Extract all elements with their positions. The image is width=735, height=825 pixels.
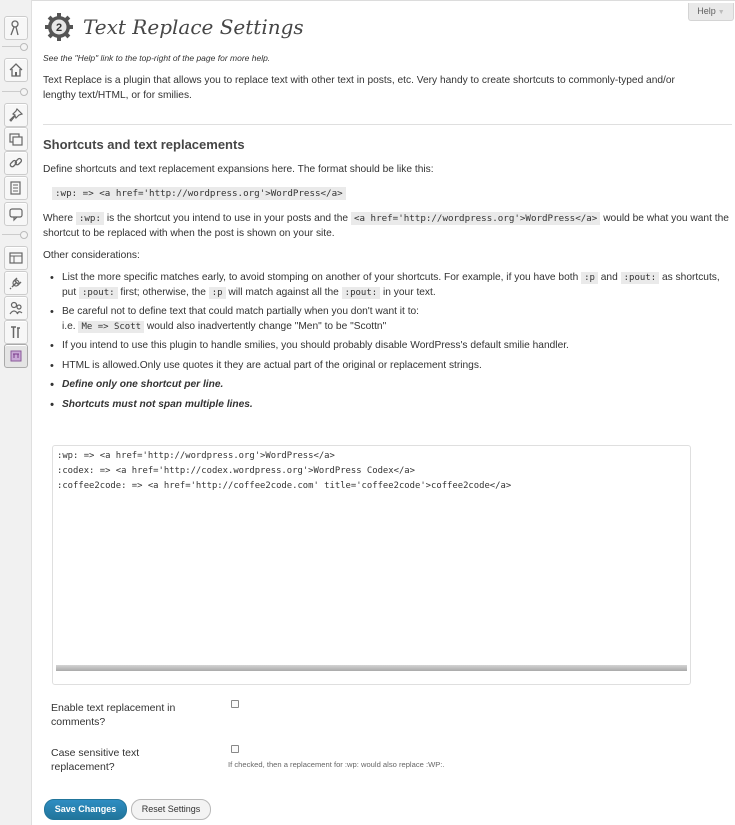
where-suffix: would be what you want the shortcut to be replaced with when the post is shown on your site. xyxy=(43,213,729,239)
sidebar-separator xyxy=(2,87,28,96)
user-icon[interactable] xyxy=(4,16,28,40)
c2-text: would also inadvertently change "Men" to be "Scottn" xyxy=(146,320,387,332)
textarea-resize-bar[interactable] xyxy=(56,665,687,671)
replacements-textarea-container xyxy=(52,445,691,685)
c1-code: :p xyxy=(209,287,226,299)
divider xyxy=(43,124,732,125)
c1-text: first; otherwise, the xyxy=(120,286,206,298)
logo-digit: 2 xyxy=(55,22,63,34)
list-item xyxy=(49,305,733,334)
define-text: Define shortcuts and text replacement expansions here. The format should be like this: xyxy=(43,164,434,175)
where-prefix: Where xyxy=(43,213,74,224)
tools-icon[interactable] xyxy=(4,320,28,344)
chevron-down-icon: ▼ xyxy=(717,9,725,16)
c1-text: as shortcuts, put xyxy=(62,272,720,298)
comments-checkbox[interactable] xyxy=(231,700,239,708)
users-icon[interactable] xyxy=(4,296,28,320)
save-changes-button[interactable]: Save Changes xyxy=(44,799,127,820)
format-example-code: :wp: => <a href='http://wordpress.org'>WordPress</a> xyxy=(52,187,346,200)
c2-code: Me => Scott xyxy=(78,321,144,333)
case-option-label: Case sensitive text replacement? xyxy=(51,747,140,773)
c2-text: i.e. xyxy=(62,320,76,332)
where-code-replacement: <a href='http://wordpress.org'>WordPress</a> xyxy=(351,212,600,225)
help-label: Help xyxy=(697,6,716,16)
c1-text: in your text. xyxy=(383,286,436,298)
considerations-list xyxy=(49,271,733,417)
list-item: • If you intend to use this plugin to handle smilies, you should probably disable WordPress's default smilie handler. xyxy=(49,339,733,354)
other-considerations-title: Other considerations: xyxy=(43,250,140,261)
plugin-logo-gear-icon xyxy=(44,12,74,42)
where-mid: is the shortcut you intend to use in your posts and the xyxy=(106,213,349,224)
c1-code: :pout: xyxy=(621,272,660,284)
sidebar-separator xyxy=(2,230,28,239)
pages-icon[interactable] xyxy=(4,176,28,200)
links-icon[interactable] xyxy=(4,151,28,175)
media-icon[interactable] xyxy=(4,127,28,151)
settings-icon[interactable] xyxy=(4,344,28,368)
intro-text: Text Replace is a plugin that allows you to replace text with other text in posts, etc. Very handy to create shortcuts to commonly-typed and/or lengthy text/HTML, or for smilies. xyxy=(43,75,675,101)
help-tab[interactable] xyxy=(688,3,734,21)
sidebar-separator xyxy=(2,42,28,51)
posts-pushpin-icon[interactable] xyxy=(4,103,28,127)
case-sensitive-checkbox[interactable] xyxy=(231,745,239,753)
case-description: If checked, then a replacement for :wp: would also replace :WP:. xyxy=(228,760,445,769)
reset-settings-button[interactable]: Reset Settings xyxy=(131,799,211,820)
help-note: See the "Help" link to the top-right of the page for more help. xyxy=(43,53,271,63)
c1-text: List the more specific matches early, to avoid stomping on another of your shortcuts. For example, if you have both xyxy=(62,272,579,283)
where-code-shortcut: :wp: xyxy=(76,212,104,225)
list-item xyxy=(49,271,733,300)
c1-text: and xyxy=(600,272,618,283)
plugins-icon[interactable] xyxy=(4,271,28,295)
c1-code: :p xyxy=(581,272,598,284)
c1-code: :pout: xyxy=(342,287,381,299)
page-title: Text Replace Settings xyxy=(83,15,304,39)
list-item: • Define only one shortcut per line. xyxy=(49,378,733,393)
replacements-textarea[interactable] xyxy=(57,449,685,662)
list-item: • HTML is allowed.Only use quotes it they are actual part of the original or replacement strings. xyxy=(49,359,733,374)
comments-icon[interactable] xyxy=(4,202,28,226)
c1-text: will match against all the xyxy=(228,286,339,298)
top-border xyxy=(31,0,735,1)
format-example xyxy=(52,187,346,199)
comments-option-label: Enable text replacement in comments? xyxy=(51,702,176,728)
appearance-icon[interactable] xyxy=(4,246,28,270)
admin-sidebar xyxy=(0,0,32,825)
c1-code: :pout: xyxy=(79,287,118,299)
dashboard-home-icon[interactable] xyxy=(4,58,28,82)
where-text xyxy=(43,211,733,241)
c2-text: Be careful not to define text that could match partially when you don't want it to: xyxy=(62,306,420,317)
section-title: Shortcuts and text replacements xyxy=(43,137,245,152)
list-item: • Shortcuts must not span multiple lines. xyxy=(49,398,733,413)
